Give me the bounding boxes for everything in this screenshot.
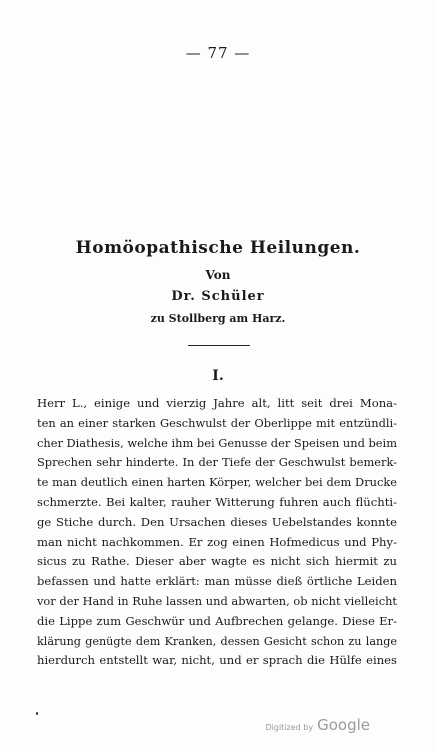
text-line: cher Diathesis, welche ihm bei Genusse der Speisen und beim	[37, 435, 397, 450]
author-place: zu Stollberg am Harz.	[150, 312, 286, 325]
ink-speck	[36, 712, 38, 715]
text-line: hierdurch entstellt war, nicht, und er sprach die Hülfe eines	[37, 653, 397, 668]
text-line: sicus zu Rathe. Dieser aber wagte es nicht sich hiermit zu	[37, 554, 397, 569]
text-line: Sprechen sehr hinderte. In der Tiefe der Geschwulst bemerk-	[37, 455, 397, 470]
watermark-prefix: Digitized by	[265, 723, 314, 732]
text-line: die Lippe zum Geschwür und Aufbrechen gelange. Diese Er-	[37, 613, 397, 628]
author-name: Dr. Schüler	[171, 289, 265, 304]
text-line: ge Stiche durch. Den Ursachen dieses Uebelstandes konnte	[37, 514, 397, 529]
text-line: befassen und hatte erklärt: man müsse dieß örtliche Leiden	[37, 574, 397, 589]
text-line: klärung genügte dem Kranken, dessen Gesicht schon zu lange	[37, 634, 397, 648]
section-divider	[188, 345, 250, 346]
section-number: I.	[212, 368, 224, 384]
text-line: ten an einer starken Geschwulst der Oberlippe mit entzündli-	[37, 415, 397, 430]
text-line: schmerzte. Bei kalter, rauher Witterung fuhren auch flüchti-	[37, 494, 397, 509]
text-line: man nicht nachkommen. Er zog einen Hofmedicus und Phy-	[37, 534, 397, 549]
text-line: vor der Hand in Ruhe lassen und abwarten, ob nicht vielleicht	[37, 593, 397, 608]
text-line: te man deutlich einen harten Körper, welcher bei dem Drucke	[37, 475, 397, 490]
text-line: Herr L., einige und vierzig Jahre alt, litt seit drei Mona-	[37, 396, 397, 410]
chapter-title: Homöopathische Heilungen.	[75, 238, 361, 258]
google-logo: Google	[317, 716, 370, 734]
page-number: — 77 —	[185, 44, 251, 62]
body-paragraph	[37, 394, 397, 671]
digitized-watermark	[265, 716, 370, 734]
byline-von: Von	[205, 268, 231, 282]
